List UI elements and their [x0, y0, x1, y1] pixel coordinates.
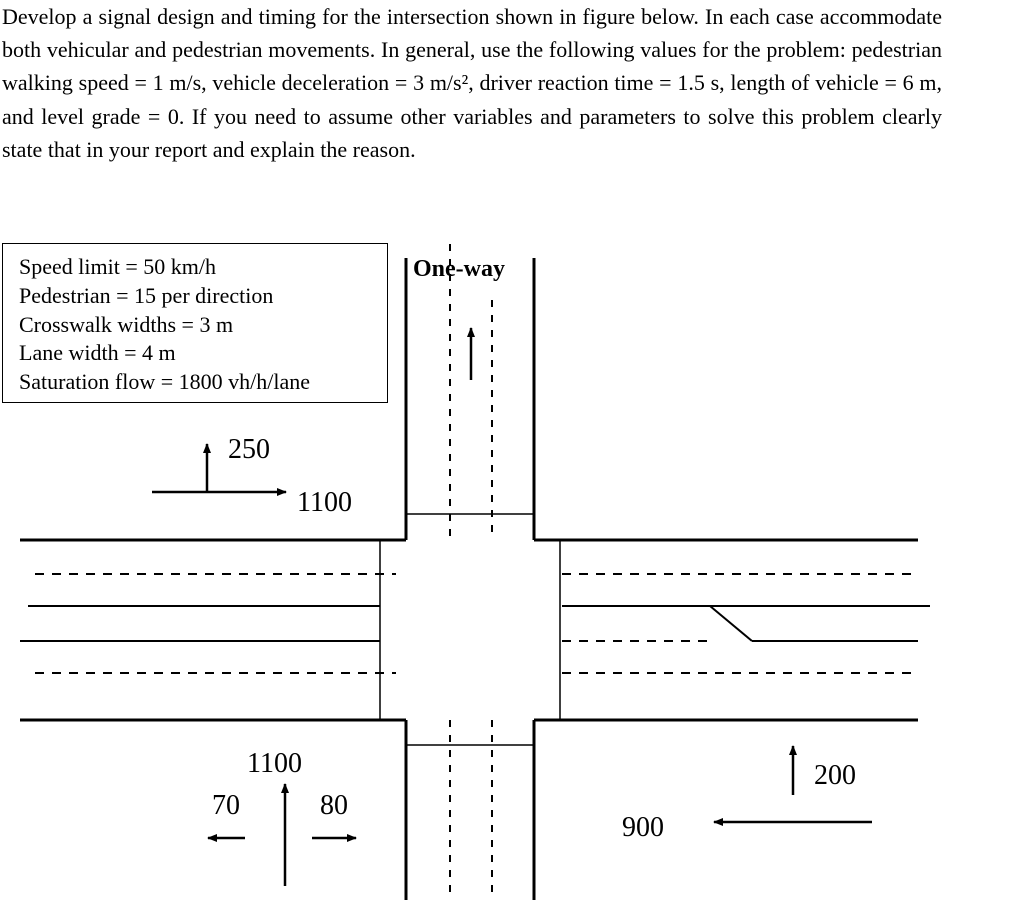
east-approach — [534, 540, 930, 720]
west-left-volume: 250 — [228, 434, 270, 465]
south-approach — [406, 720, 534, 900]
one-way-label: One-way — [413, 256, 505, 282]
west-through-volume: 1100 — [297, 487, 352, 518]
north-approach — [406, 244, 534, 540]
param-saturation-flow: Saturation flow = 1800 vh/h/lane — [19, 369, 311, 395]
south-right-volume: 80 — [320, 790, 348, 821]
west-approach — [20, 540, 406, 720]
param-crosswalk-width: Crosswalk widths = 3 m — [19, 311, 234, 337]
param-speed-limit: Speed limit = 50 km/h — [19, 254, 216, 279]
east-through-volume: 900 — [622, 812, 664, 843]
param-lane-width: Lane width = 4 m — [19, 340, 176, 366]
south-left-volume: 70 — [212, 790, 240, 821]
problem-text: Develop a signal design and timing for the intersection shown in figure below. In each case accommodate both vehicular and pedestrian movements. In general, use the following values for the problem: pedestrian walking speed = 1 m/s, vehicle deceleration = 3 m/s², driver reaction time = 1.5 s, length of vehicle = 6 m, and level grade = 0. If you need to assume other variables and parameters to solve this problem clearly state that in your report and explain the reason. — [2, 4, 942, 162]
param-pedestrian: Pedestrian = 15 per direction — [19, 282, 274, 308]
east-right-volume: 200 — [814, 760, 856, 791]
south-through-volume: 1100 — [247, 748, 302, 779]
